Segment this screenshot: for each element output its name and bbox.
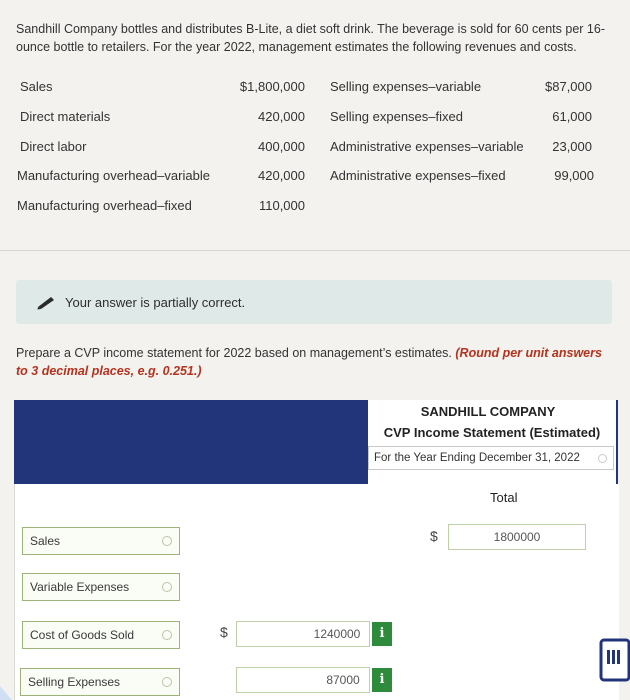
chevron-down-icon [598,454,607,463]
value-direct-labor: 400,000 [258,139,305,154]
variable-expenses-select[interactable] [22,573,180,601]
cogs-account-select[interactable] [22,621,180,649]
corner-decoration [0,686,12,700]
period-select-value: For the Year Ending December 31, 2022 [374,452,580,464]
cogs-currency: $ [220,624,228,640]
select-arrow-icon [162,630,172,640]
sales-total-value: 1800000 [493,530,541,544]
value-selling-fixed: 61,000 [552,109,592,124]
cogs-amount-input[interactable] [236,621,370,647]
section-divider [0,250,630,251]
value-mfg-overhead-fixed: 110,000 [258,198,305,213]
pencil-icon [36,294,56,315]
label-mfg-overhead-variable: Manufacturing overhead–variable [17,168,210,183]
cogs-info-button[interactable]: i [372,622,392,646]
sales-currency: $ [430,528,438,544]
selling-expenses-select-value: Selling Expenses [28,675,121,689]
label-selling-fixed: Selling expenses–fixed [330,109,463,124]
label-sales: Sales [20,79,53,94]
value-admin-fixed: 99,000 [554,168,594,183]
cogs-amount-value: 1240000 [313,627,361,641]
select-arrow-icon [162,677,172,687]
label-mfg-overhead-fixed: Manufacturing overhead–fixed [17,198,192,213]
statement-title: CVP Income Statement (Estimated) [383,425,601,440]
selling-info-button[interactable]: i [372,668,392,692]
feedback-text: Your answer is partially correct. [65,295,246,310]
value-direct-materials: 420,000 [258,109,305,124]
selling-amount-value: 87000 [326,673,360,687]
prompt-main: Prepare a CVP income statement for 2022 based on management’s estimates. [16,346,452,360]
value-admin-variable: 23,000 [552,139,592,154]
company-name: SANDHILL COMPANY [420,404,556,419]
value-sales: $1,800,000 [239,79,305,94]
sales-account-select[interactable] [22,527,180,555]
sales-account-select-value: Sales [30,534,61,548]
select-arrow-icon [162,536,172,546]
question-prompt [16,344,616,380]
value-selling-variable: $87,000 [545,79,592,94]
label-admin-fixed: Administrative expenses–fixed [330,168,506,183]
notes-icon[interactable] [595,636,630,684]
label-direct-materials: Direct materials [20,109,111,124]
value-mfg-overhead-variable: 420,000 [258,168,305,183]
sales-total-input[interactable] [448,524,586,550]
label-admin-variable: Administrative expenses–variable [330,139,524,154]
label-selling-variable: Selling expenses–variable [330,79,482,94]
cogs-account-select-value: Cost of Goods Sold [30,628,135,642]
rounding-note: (Round per unit answers to 3 decimal places, e.g. 0.251.) [16,346,602,378]
feedback-banner [16,280,612,324]
selling-amount-input[interactable] [236,667,370,693]
problem-intro: Sandhill Company bottles and distributes B-Lite, a diet soft drink. The beverage is sold for 60 cents per 16-ounce bottle to retailers. For the year 2022, management estimates the following revenues and costs. [16,22,605,54]
label-direct-labor: Direct labor [20,139,87,154]
selling-expenses-select[interactable] [20,668,180,696]
variable-expenses-select-value: Variable Expenses [30,580,130,594]
period-select[interactable] [368,446,614,470]
select-arrow-icon [162,582,172,592]
total-column-header: Total [490,490,518,505]
